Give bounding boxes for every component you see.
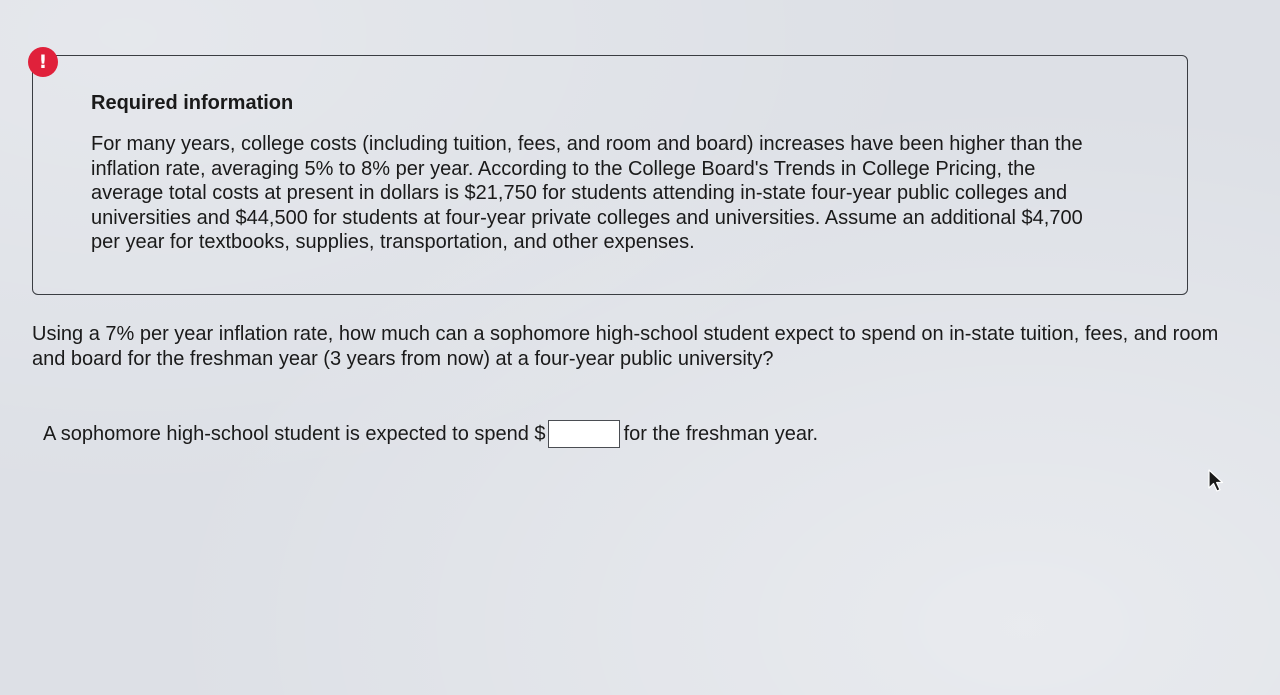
answer-line — [43, 419, 818, 449]
answer-suffix: for the freshman year. — [623, 423, 819, 445]
info-title: Required information — [91, 92, 294, 114]
mouse-pointer-icon — [1206, 468, 1226, 494]
info-body: For many years, college costs (including tuition, fees, and room and board) increases have been higher than the inflation rate, averaging 5% to 8% per year. According to the College Board's Trends in College Pricing, the average total costs at present in dollars is $21,750 for students attending in-state four-year public colleges and universities and $44,500 for students at four-year private colleges and universities. Assume an additional $4,700 per year for textbooks, supplies, transportation, and other expenses. — [91, 133, 1083, 253]
answer-input[interactable] — [548, 420, 620, 448]
required-information-box — [32, 55, 1188, 295]
question-text: Using a 7% per year inflation rate, how much can a sophomore high-school student expect to spend on in-state tuition, fees, and room and board for the freshman year (3 years from now) at a four-year public university? — [32, 323, 1219, 370]
alert-icon: ! — [28, 47, 58, 77]
answer-prefix: A sophomore high-school student is expected to spend $ — [43, 423, 546, 445]
